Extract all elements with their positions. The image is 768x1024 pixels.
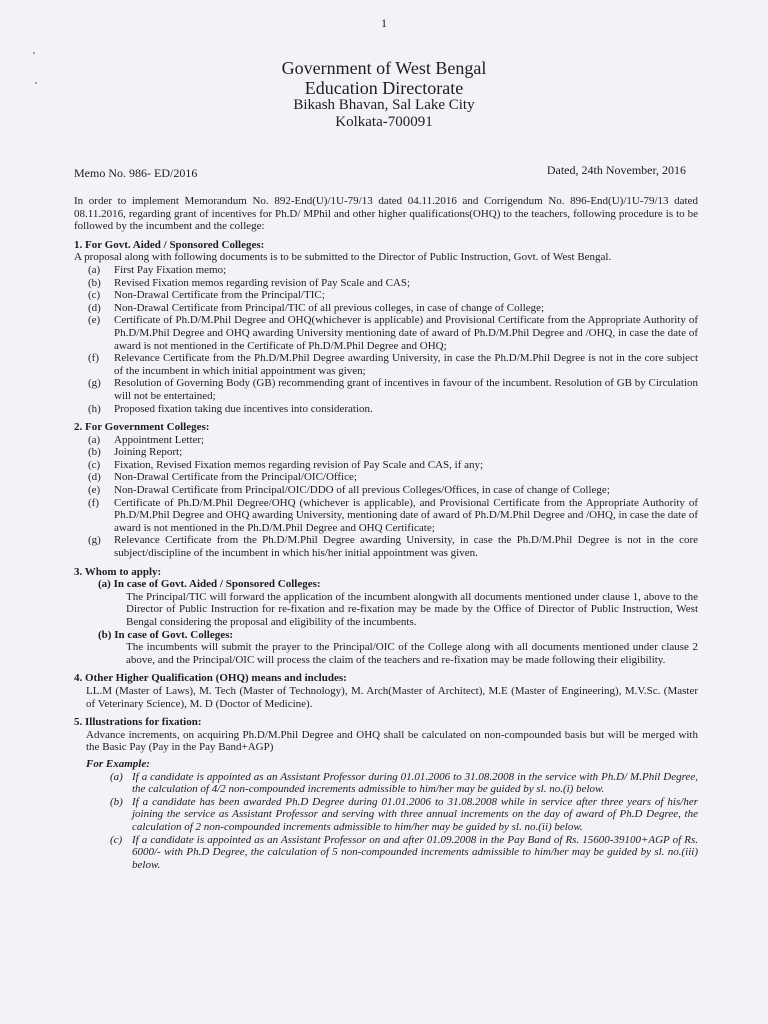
scan-speck — [33, 52, 35, 54]
section-4-text: LL.M (Master of Laws), M. Tech (Master of Technology), M. Arch(Master of Architect), M.E (Master of Engineering), M.V.Sc. (Master of Veterinary Science), M. D (Doctor of Medicine). — [86, 684, 698, 710]
item-text: Revised Fixation memos regarding revision of Pay Scale and CAS; — [114, 276, 411, 289]
list-item — [74, 377, 698, 402]
section-1-title: 1. For Govt. Aided / Sponsored Colleges: — [74, 238, 265, 251]
item-text: If a candidate is appointed as an Assistant Professor during 01.01.2006 to 31.08.2008 in the service with Ph.D/ M.Phil Degree, the calculation of 4/2 non-compounded increments admissible to him/her may be guided by sl. no.(i) below. — [132, 770, 698, 796]
item-label: (h) — [88, 402, 101, 415]
example-item — [74, 834, 698, 872]
header-city: Kolkata-700091 — [335, 114, 433, 130]
item-label: (b) — [88, 446, 101, 459]
item-label: (f) — [88, 352, 99, 365]
list-item — [74, 277, 698, 290]
list-item — [74, 314, 698, 352]
item-text: If a candidate is appointed as an Assistant Professor on and after 01.09.2008 in the Pay Band of Rs. 15600-39100+AGP of Rs. 6000/- with Ph.D Degree, the calculation of 5 non-compounded increments admissible to him/her may be guided by sl. no.(iii) below. — [132, 833, 698, 871]
item-label: (g) — [88, 377, 101, 390]
item-text: Non-Drawal Certificate from the Principal/OIC/Office; — [114, 471, 357, 484]
page-number: 1 — [381, 16, 387, 30]
item-label: (e) — [88, 314, 101, 327]
examples-list — [74, 771, 698, 872]
item-text: If a candidate has been awarded Ph.D Degree during 01.01.2006 to 31.08.2008 while in service after three years of his/her joining the service as Assistant Professor and serving with three annual increments on the day of award of Ph.D Degree, the calculation of 2 non-compounded increments admissible to him/her may be guided by sl. no.(ii) below. — [132, 795, 698, 833]
item-text: Relevance Certificate from the Ph.D/M.Phil Degree awarding University, in case the Ph.D/M.Phil Degree is not in the core subject of the incumbent in which initial appointment was given; — [114, 352, 698, 377]
item-text: Certificate of Ph.D/M.Phil Degree and OHQ(whichever is applicable) and Provisional Certificate from the Appropriate Authority of Ph.D/M.Phil Degree and OHQ awarding University mentioning date of award of Ph.D/M.Phil Degree and /OHQ, in case the date of award is not mentioned in the Certificate of Ph.D/M.Phil Degree and OHQ; — [114, 314, 698, 352]
examples-title: For Example: — [86, 757, 150, 770]
section-2-list — [74, 434, 698, 560]
list-item — [74, 289, 698, 302]
document-body — [74, 195, 698, 871]
item-label: (f) — [88, 496, 99, 509]
item-label: (b) — [88, 276, 101, 289]
intro-paragraph: In order to implement Memorandum No. 892-End(U)/1U-79/13 dated 04.11.2016 and Corrigendum No. 896-End(U)/1U-79/13 dated 08.11.2016, regarding grant of incentives for Ph.D/ MPhil and other higher qualifications(OHQ) to the teachers, following procedure is to be followed by the incumbent and the college: — [74, 195, 698, 233]
list-item — [74, 534, 698, 559]
section-3b-text: The incumbents will submit the prayer to the Principal/OIC of the College along with all documents mentioned under clause 2 above, and the Principal/OIC will process the claim of the teachers and re-fixation may be made following their eligibility. — [126, 641, 698, 666]
header-address: Bikash Bhavan, Sal Lake City — [293, 97, 475, 113]
item-text: Non-Drawal Certificate from Principal/TIC of all previous colleges, in case of change of College; — [114, 301, 545, 314]
list-item — [74, 403, 698, 416]
list-item — [74, 302, 698, 315]
list-item — [74, 446, 698, 459]
list-item — [74, 459, 698, 472]
example-item — [74, 796, 698, 834]
section-5-title: 5. Illustrations for fixation: — [74, 716, 202, 729]
item-text: Resolution of Governing Body (GB) recommending grant of incentives in favour of the incumbent. Resolution of GB by Circulation will not be entertained; — [114, 377, 698, 402]
item-text: Proposed fixation taking due incentives into consideration. — [114, 402, 373, 415]
header-government: Government of West Bengal — [281, 58, 487, 78]
item-label: (c) — [88, 289, 101, 302]
section-3-title: 3. Whom to apply: — [74, 565, 162, 578]
item-label: (g) — [88, 534, 101, 547]
item-label: (a) — [110, 770, 123, 783]
item-text: First Pay Fixation memo; — [114, 263, 227, 276]
header-directorate: Education Directorate — [304, 78, 464, 98]
item-label: (c) — [110, 833, 123, 846]
list-item — [74, 264, 698, 277]
memo-number: Memo No. 986- ED/2016 — [74, 166, 198, 180]
section-4-title: 4. Other Higher Qualification (OHQ) means and includes: — [74, 672, 347, 685]
list-item — [74, 484, 698, 497]
item-label: (e) — [88, 484, 101, 497]
item-label: (a) — [88, 263, 101, 276]
item-text: Non-Drawal Certificate from Principal/OIC/DDO of all previous Colleges/Offices, in case of change of College; — [114, 484, 610, 497]
memo-date: Dated, 24th November, 2016 — [546, 163, 686, 177]
item-text: Relevance Certificate from the Ph.D/M.Phil Degree awarding University, in case the Ph.D/M.Phil Degree is not in the core subject/discipline of the incumbent in which his/her initial appointment was given. — [114, 534, 698, 560]
section-1-list — [74, 264, 698, 415]
item-text: Non-Drawal Certificate from the Principal/TIC; — [114, 289, 325, 302]
item-label: (c) — [88, 458, 101, 471]
item-label: (a) — [88, 433, 101, 446]
list-item — [74, 352, 698, 377]
section-1-text: A proposal along with following documents is to be submitted to the Director of Public Instruction, Govt. of West Bengal. — [74, 251, 612, 264]
item-text: Fixation, Revised Fixation memos regarding revision of Pay Scale and CAS, if any; — [114, 458, 484, 471]
example-item — [74, 771, 698, 796]
section-2-title: 2. For Government Colleges: — [74, 421, 210, 434]
item-label: (d) — [88, 301, 101, 314]
list-item — [74, 434, 698, 447]
item-label: (b) — [110, 795, 123, 808]
list-item — [74, 497, 698, 535]
section-3b-title: (b) In case of Govt. Colleges: — [98, 628, 234, 641]
section-5-text: Advance increments, on acquiring Ph.D/M.Phil Degree and OHQ shall be calculated on non-compounded basis but will be merged with the Basic Pay (Pay in the Pay Band+AGP) — [86, 728, 698, 754]
item-text: Certificate of Ph.D/M.Phil Degree/OHQ (whichever is applicable), and Provisional Certificate from the Appropriate Authority of Ph.D/M.Phil Degree and OHQ awarding University, mentioning date of award of Ph.D/M.Phil Degree and /OHQ, in case the date of award is not mentioned in the Ph.D/M.Phil Degree and OHQ Certificate; — [114, 496, 698, 534]
item-text: Joining Report; — [114, 446, 183, 459]
list-item — [74, 471, 698, 484]
section-3a-text: The Principal/TIC will forward the application of the incumbent alongwith all documents mentioned under clause 1, above to the Director of Public Instruction for re-fixation and re-fixation may be made by the Office of Director of Public Instruction, West Bengal considering the proposal and eligibility of the incumbents. — [126, 590, 698, 628]
section-3a-title: (a) In case of Govt. Aided / Sponsored Colleges: — [98, 578, 321, 591]
item-label: (d) — [88, 471, 101, 484]
item-text: Appointment Letter; — [114, 433, 205, 446]
